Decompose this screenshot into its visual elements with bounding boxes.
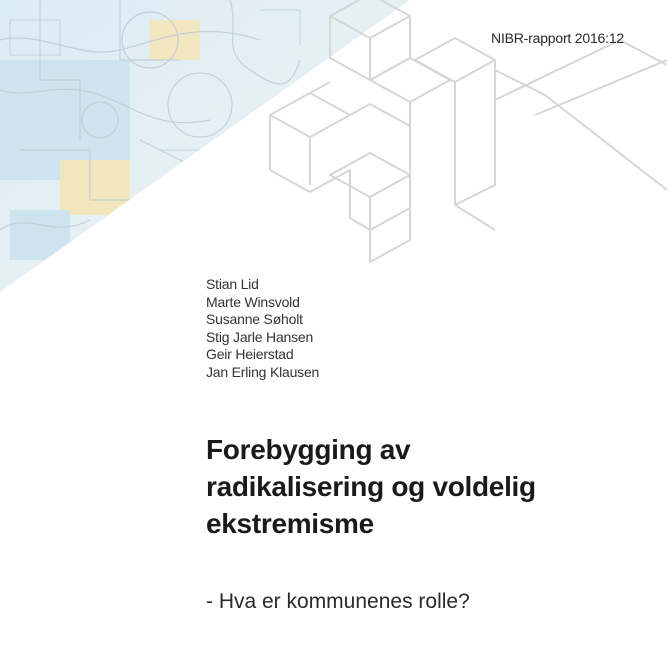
- map-graphic: [0, 0, 410, 300]
- author-name: Marte Winsvold: [206, 293, 300, 310]
- title-line: ekstremisme: [206, 508, 374, 539]
- title-line: Forebygging av: [206, 434, 411, 465]
- author-name: Stig Jarle Hansen: [206, 328, 314, 345]
- author-name: Geir Heierstad: [206, 346, 294, 363]
- author-list: [206, 276, 319, 382]
- report-title: [206, 431, 646, 542]
- author-name: Susanne Søholt: [206, 311, 303, 328]
- title-line: radikalisering og voldelig: [206, 471, 536, 502]
- author-name: Jan Erling Klausen: [206, 363, 320, 380]
- report-subtitle: - Hva er kommunenes rolle?: [206, 590, 470, 613]
- report-number: NIBR-rapport 2016:12: [491, 30, 624, 46]
- author-name: Stian Lid: [206, 276, 259, 292]
